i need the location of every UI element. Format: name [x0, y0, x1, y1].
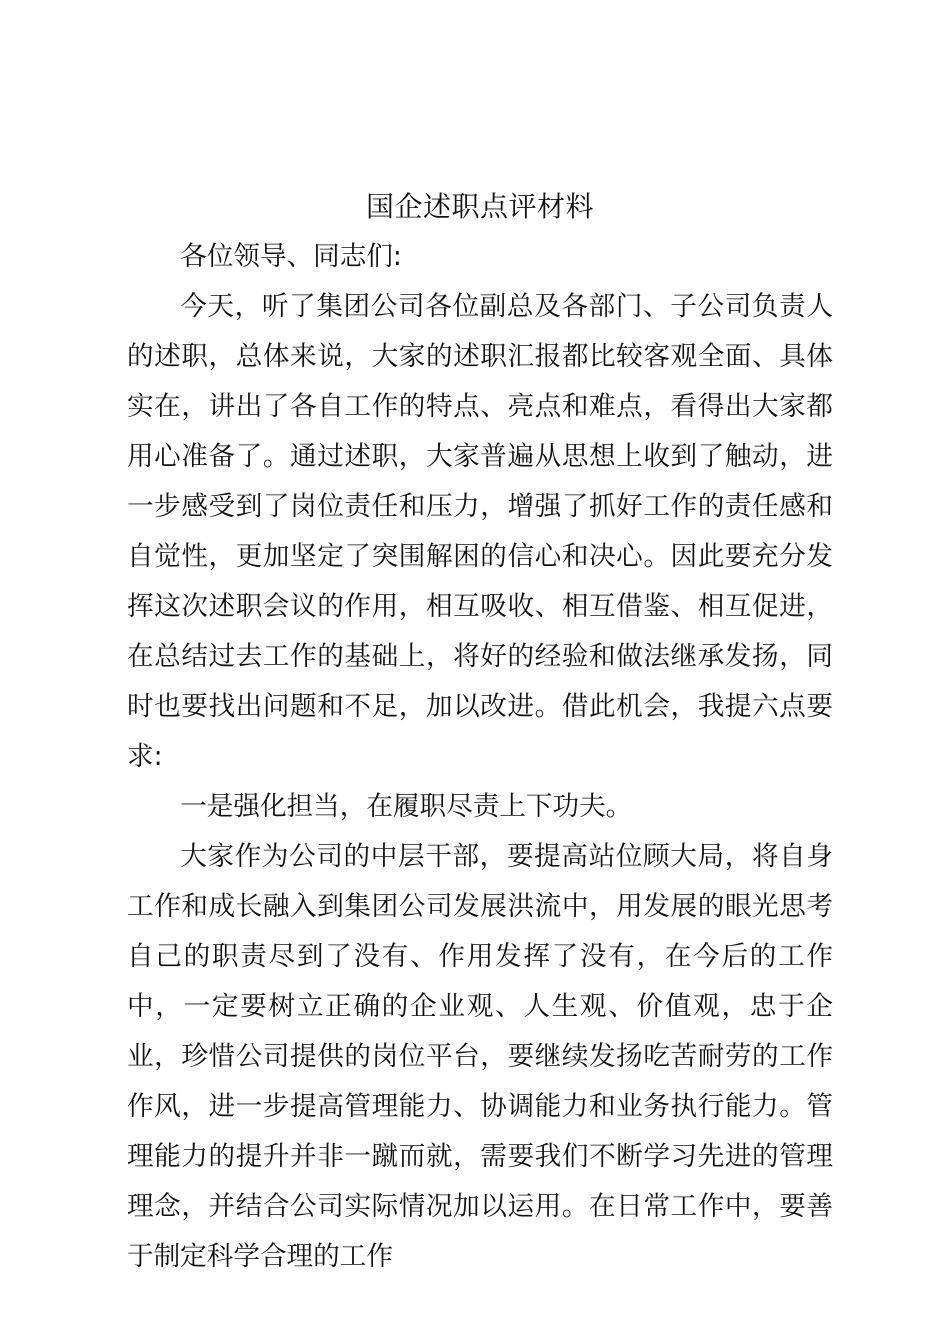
- section-heading: 一是强化担当，在履职尽责上下功夫。: [180, 791, 633, 822]
- section-paragraph: 大家作为公司的中层干部，要提高站位顾大局，将自身工作和成长融入到集团公司发展洪流中，用发展的眼光思考自己的职责尽到了没有、作用发挥了没有，在今后的工作中，一定要树立正确的企业观、人生观、价值观，忠于企业，珍惜公司提供的岗位平台，要继续发扬吃苦耐劳的工作作风，进一步提高管理能力、协调能力和业务执行能力。管理能力的提升并非一蹴而就，需要我们不断学习先进的管理理念，并结合公司实际情况加以运用。在日常工作中，要善于制定科学合理的工作: [127, 841, 833, 1272]
- salutation: 各位领导、同志们:: [180, 241, 402, 272]
- document-title: 国企述职点评材料: [365, 190, 594, 223]
- intro-paragraph: 今天，听了集团公司各位副总及各部门、子公司负责人的述职，总体来说，大家的述职汇报都比较客观全面、具体实在，讲出了各自工作的特点、亮点和难点，看得出大家都用心准备了。通过述职，大家普遍从思想上收到了触动，进一步感受到了岗位责任和压力，增强了抓好工作的责任感和自觉性，更加坚定了突围解困的信心和决心。因此要充分发挥这次述职会议的作用，相互吸收、相互借鉴、相互促进，在总结过去工作的基础上，将好的经验和做法继承发扬，同时也要找出问题和不足，加以改进。借此机会，我提六点要求:: [127, 291, 833, 772]
- document-body: [127, 182, 833, 1282]
